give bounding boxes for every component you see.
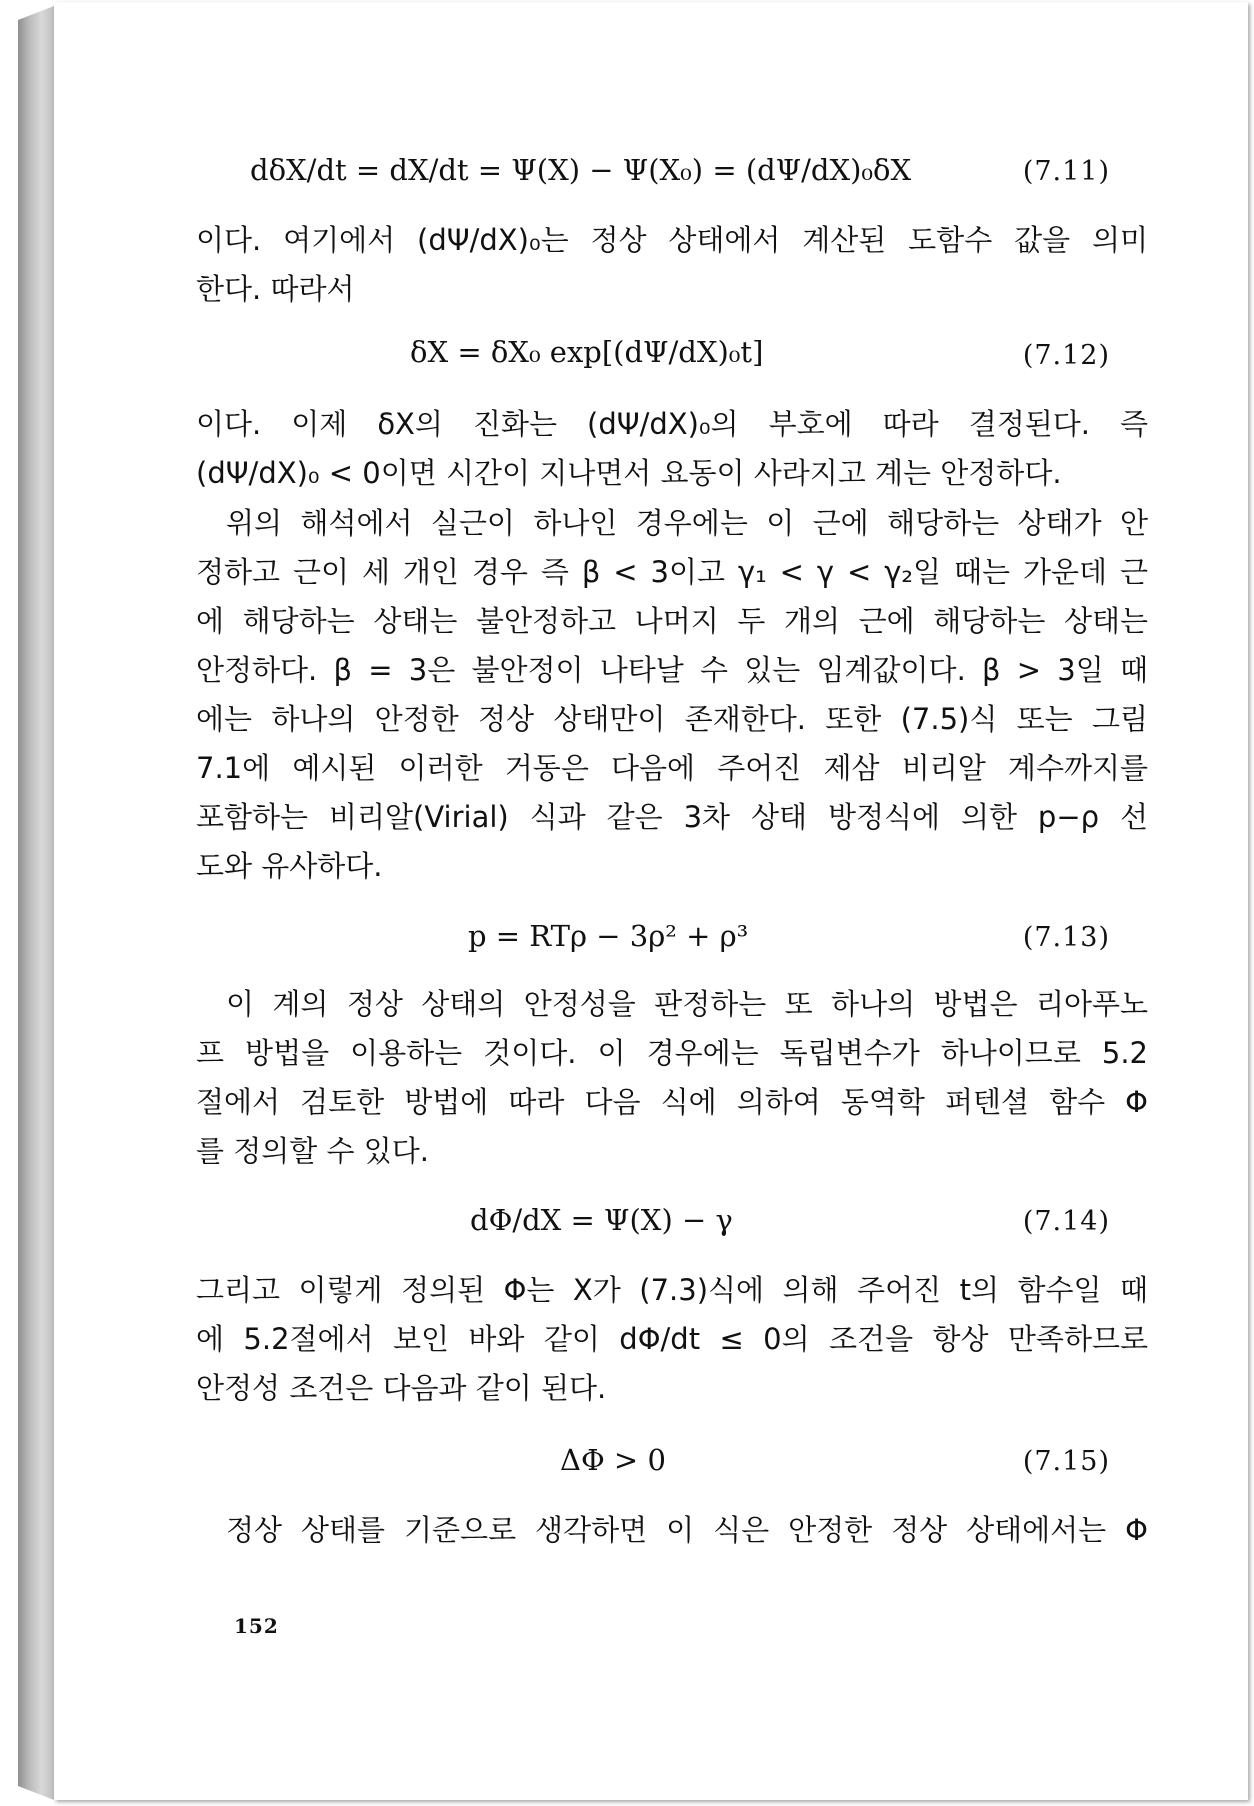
text-line: 를 정의할 수 있다. <box>196 1134 429 1168</box>
text-line: 에 해당하는 상태는 불안정하고 나머지 두 개의 근에 해당하는 상태는 <box>196 604 1148 638</box>
equation-7-14: dΦ/dX = Ψ(X) − γ <box>470 1203 733 1237</box>
equation-number-7-11: (7.11) <box>1022 156 1110 187</box>
text-line: 에 5.2절에서 보인 바와 같이 dΦ/dt ≤ 0의 조건을 항상 만족하므로 <box>196 1322 1148 1356</box>
text-line: 에는 하나의 안정한 정상 상태만이 존재한다. 또한 (7.5)식 또는 그림 <box>196 702 1148 736</box>
text-line: 정상 상태를 기준으로 생각하면 이 식은 안정한 정상 상태에서는 Φ <box>226 1513 1148 1547</box>
page-number: 152 <box>234 1614 279 1638</box>
text-line: 도와 유사하다. <box>196 849 383 883</box>
book-spine <box>18 6 54 1800</box>
text-line: 그리고 이렇게 정의된 Φ는 X가 (7.3)식에 의해 주어진 t의 함수일 때 <box>196 1273 1148 1307</box>
text-line: 프 방법을 이용하는 것이다. 이 경우에는 독립변수가 하나이므로 5.2 <box>196 1036 1148 1070</box>
paragraph-6 <box>196 1506 1148 1555</box>
text-line: 포함하는 비리알(Virial) 식과 같은 3차 상태 방정식에 의한 p−ρ 선 <box>196 800 1148 834</box>
text-line: 7.1에 예시된 이러한 거동은 다음에 주어진 제삼 비리알 계수까지를 <box>196 751 1148 785</box>
text-line: (dΨ/dX)₀ < 0이면 시간이 지나면서 요동이 사라지고 계는 안정하다. <box>196 456 1062 490</box>
equation-number-7-15: (7.15) <box>1022 1446 1110 1477</box>
paragraph-2 <box>196 400 1148 498</box>
book-page <box>54 2 1248 1800</box>
paragraph-4 <box>196 980 1148 1176</box>
equation-7-11: dδX/dt = dX/dt = Ψ(X) − Ψ(X₀) = (dΨ/dX)₀δX <box>250 153 912 187</box>
text-line: 절에서 검토한 방법에 따라 다음 식에 의하여 동역학 퍼텐셜 함수 Φ <box>196 1085 1148 1119</box>
equation-7-12: δX = δX₀ exp[(dΨ/dX)₀t] <box>410 335 764 369</box>
equation-7-13: p = RTρ − 3ρ² + ρ³ <box>468 919 749 953</box>
equation-number-7-13: (7.13) <box>1022 922 1110 953</box>
text-line: 정하고 근이 세 개인 경우 즉 β < 3이고 γ₁ < γ < γ₂일 때는 가운데 근 <box>196 555 1148 589</box>
equation-7-15: ΔΦ > 0 <box>560 1443 666 1477</box>
paragraph-1 <box>196 216 1148 314</box>
paragraph-3 <box>196 499 1148 891</box>
text-line: 이 계의 정상 상태의 안정성을 판정하는 또 하나의 방법은 리아푸노 <box>226 987 1148 1021</box>
equation-number-7-14: (7.14) <box>1022 1206 1110 1237</box>
paragraph-5 <box>196 1266 1148 1413</box>
text-line: 안정하다. β = 3은 불안정이 나타날 수 있는 임계값이다. β > 3일 때 <box>196 653 1148 687</box>
text-line: 안정성 조건은 다음과 같이 된다. <box>196 1371 607 1405</box>
text-line: 이다. 여기에서 (dΨ/dX)₀는 정상 상태에서 계산된 도함수 값을 의미 <box>196 223 1148 257</box>
text-line: 위의 해석에서 실근이 하나인 경우에는 이 근에 해당하는 상태가 안 <box>226 506 1148 540</box>
equation-number-7-12: (7.12) <box>1022 340 1110 371</box>
text-line: 한다. 따라서 <box>196 272 355 306</box>
text-line: 이다. 이제 δX의 진화는 (dΨ/dX)₀의 부호에 따라 결정된다. 즉 <box>196 407 1148 441</box>
